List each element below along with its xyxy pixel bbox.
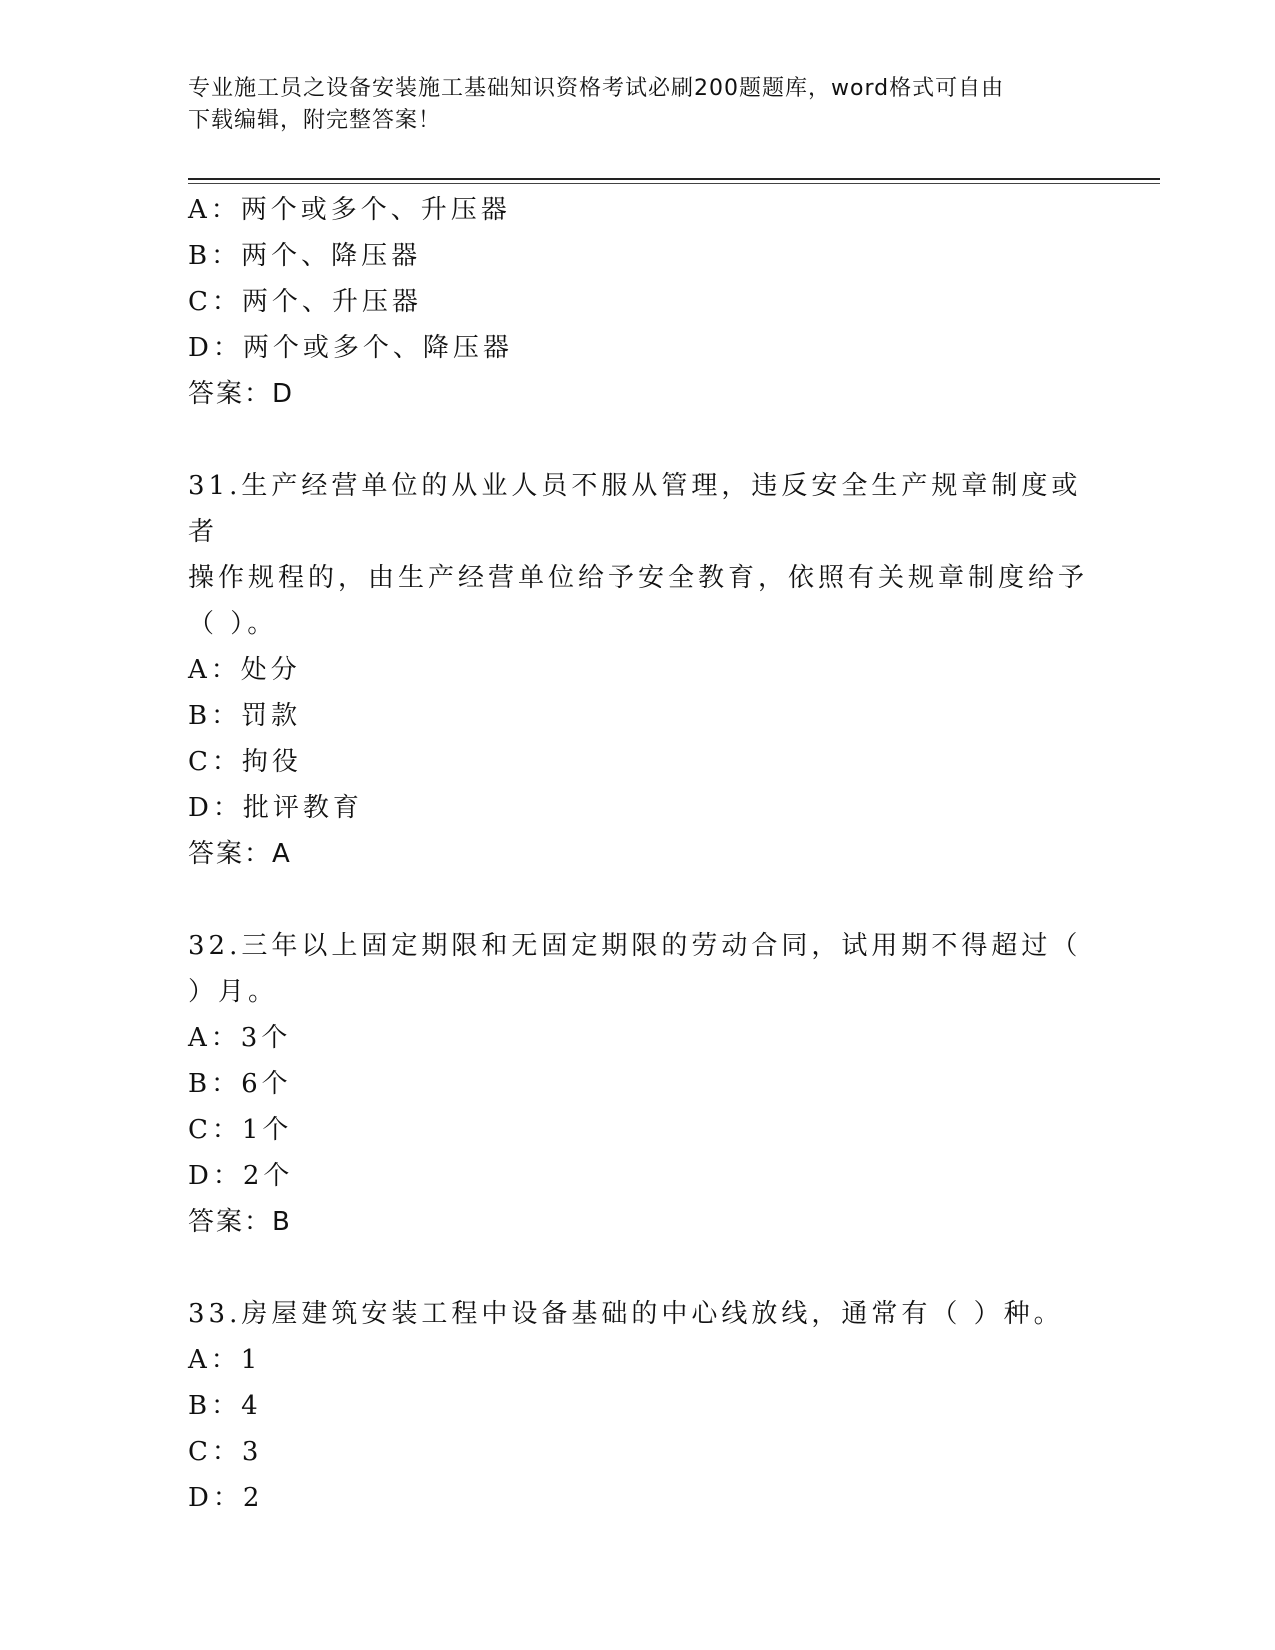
- question-stem-line-1: 32.三年以上固定期限和无固定期限的劳动合同，试用期不得超过（: [188, 931, 1082, 961]
- option-d: D：两个或多个、降压器: [188, 333, 513, 363]
- question-stem-line-3: （ ）。: [188, 609, 278, 639]
- option-c: C：拘役: [188, 747, 302, 777]
- option-b: B：两个、降压器: [188, 241, 422, 271]
- question-33: [188, 1291, 1088, 1521]
- question-stem-line-1: 33.房屋建筑安装工程中设备基础的中心线放线，通常有（ ）种。: [188, 1299, 1064, 1329]
- answer-line: 答案：B: [188, 1207, 292, 1237]
- option-a: A：1: [188, 1345, 262, 1375]
- header-divider-thick: [188, 178, 1160, 180]
- option-b: B：4: [188, 1391, 262, 1421]
- option-c: C：1个: [188, 1115, 293, 1145]
- header-line-2: 下载编辑，附完整答案！: [188, 108, 442, 133]
- spacer: [188, 1245, 1088, 1291]
- question-32: [188, 923, 1088, 1245]
- option-c: C：3: [188, 1437, 263, 1467]
- answer-line: 答案：D: [188, 379, 295, 409]
- option-d: D：2: [188, 1483, 264, 1513]
- question-stem-line-2: 操作规程的，由生产经营单位给予安全教育，依照有关规章制度给予: [188, 563, 1089, 593]
- document-header: [188, 73, 1068, 137]
- question-stem-line-2: ）月。: [188, 977, 279, 1007]
- answer-line: 答案：A: [188, 839, 292, 869]
- option-c: C：两个、升压器: [188, 287, 422, 317]
- question-31: [188, 463, 1088, 877]
- option-a: A：处分: [188, 655, 301, 685]
- question-30: [188, 187, 1088, 417]
- spacer: [188, 877, 1088, 923]
- question-list: [188, 187, 1088, 1521]
- header-line-1: 专业施工员之设备安装施工基础知识资格考试必刷200题题库，word格式可自由: [188, 76, 1005, 101]
- option-d: D：批评教育: [188, 793, 363, 823]
- option-d: D：2个: [188, 1161, 294, 1191]
- question-stem-line-1: 31.生产经营单位的从业人员不服从管理，违反安全生产规章制度或者: [188, 471, 1082, 547]
- header-divider-thin: [188, 183, 1160, 184]
- option-b: B：罚款: [188, 701, 302, 731]
- spacer: [188, 417, 1088, 463]
- option-a: A：3个: [188, 1023, 292, 1053]
- option-a: A：两个或多个、升压器: [188, 195, 511, 225]
- option-b: B：6个: [188, 1069, 292, 1099]
